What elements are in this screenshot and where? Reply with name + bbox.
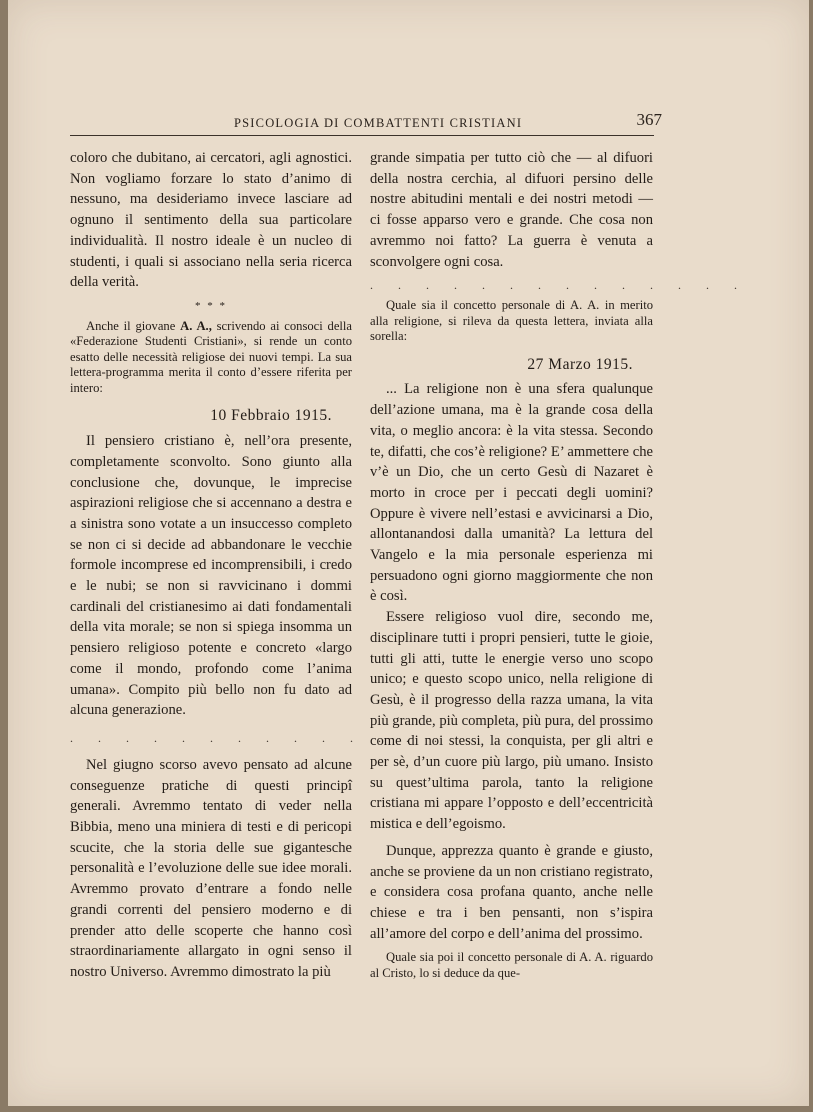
header-rule — [70, 135, 654, 136]
editorial-intro-2: Quale sia il concetto personale di A. A. in merito alla religione, si rileva da questa lettera, inviata alla sorella: — [370, 298, 653, 344]
editorial-outro: Quale sia poi il concetto personale di A. A. riguardo al Cristo, lo si deduce da que- — [370, 950, 653, 980]
right-paragraph-1: grande simpatia per tutto ciò che — al difuori della nostra cerchia, al difuori persino delle nostre abitudini mentali e dei nostri metodi — ci fosse apparso vero e grande. Che cosa non avremmo noi fatto? La guerra è venuta a sconvolgere ogni cosa. — [370, 150, 653, 270]
page-header — [230, 112, 662, 134]
left-paragraph-2: Il pensiero cristiano è, nell’ora presente, completamente sconvolto. Sono giunto alla conclusione che, dovunque, le imprecise aspirazioni religiose che si accennano a destra e a sinistra sono votate a un insuccesso completo se non ci si decide ad abbandonare le vecchie formole incomprese ed incomprensibili, i credo e le nubi; se non si ravvicinano i dommi cardinali del cristianesimo ai dati fondamentali della vita morale; se non si spiega insomma un pensiero religioso potente e concreto «largo come il mondo, profondo come l’anima umana». Compito più bello non fu dato ad alcuna generazione. — [70, 433, 352, 719]
ellipsis-dots-right: . . . . . . . . . . . . . . — [370, 278, 748, 293]
left-column — [70, 148, 448, 983]
left-paragraph-3: Nel giugno scorso avevo pensato ad alcune conseguenze pratiche di questi principî generali. Avremmo tentato di veder nella Bibbia, meno una miniera di testi e di pericopi scucite, che la storia delle sue gigantesche personalità e l’evoluzione delle sue idee morali. Avremmo provato d’entrare a fondo nelle grandi correnti del pensiero moderno e di prender atto delle scoperte che hanno così straordinariamente allargato in ogni senso il nostro Universo. Avremmo dimostrato la più — [70, 756, 352, 980]
letter-date-1: 10 Febbraio 1915. — [210, 407, 332, 425]
right-paragraph-3: Essere religioso vuol dire, secondo me, disciplinare tutti i propri pensieri, tutte le gioie, tutti gli atti, tutte le energie verso uno scopo unico; e questo scopo unico, nella religione di Gesù, è il progresso della razza umana, la vita più grande, più completa, più pura, del prossimo come di noi stessi, la conquista, per gli altri e per sè, d’un cuore più largo, più umano. Insisto su quest’ultima parola, tanto la religione cristiana mi appare l’opposto e dell’eccentricità mistica e dell’egoismo. — [370, 609, 653, 833]
right-paragraph-4: Dunque, apprezza quanto è grande e giusto, anche se proviene da un non cristiano registrato, e considera cosa profana quanto, anche nelle chiese e tra i ben pensanti, non s’ispira all’amore del corpo e dell’anima del prossimo. — [370, 842, 653, 942]
right-column — [370, 148, 748, 981]
editorial-intro: Anche il giovane A. A., scrivendo ai consoci della «Federazione Studenti Cristiani», si rende un conto esatto delle necessità religiose dei nuovi tempi. La sua lettera-programma merita il conto d’essere riferita per intero: — [70, 318, 352, 395]
right-paragraph-2: ... La religione non è una sfera qualunque dell’azione umana, ma è la grande cosa della vita, o meglio ancora: è la vita stessa. Secondo te, difatti, che cos’è religione? E’ ammettere che v’è un Dio, che un certo Gesù di Nazaret è morto in croce per i peccati degli uomini? Oppure è vivere nell’estasi e avvicinarsi a Dio, allontanandosi dalla umanità? La lettura del Vangelo e la mia personale esperienza mi persuadono ogni giorno maggiormente che non è così. — [370, 381, 653, 605]
section-break-stars: * * * — [195, 299, 227, 312]
page-number: 367 — [636, 110, 662, 129]
running-title: PSICOLOGIA DI COMBATTENTI CRISTIANI — [234, 116, 523, 130]
author-initials: A. A., — [180, 318, 212, 333]
left-paragraph-1: coloro che dubitano, ai cercatori, agli agnostici. Non vogliamo forzare lo stato d’animo di nessuno, ma desideriamo invece lasciare ad ognuno il sentimento della sua particolare individualità. Il nostro ideale è un nucleo di studenti, i quali si associano nella seria ricerca della verità. — [70, 150, 352, 291]
letter-date-2: 27 Marzo 1915. — [527, 355, 633, 373]
ellipsis-dots-left: . . . . . . . . . . . . . . — [70, 730, 448, 745]
